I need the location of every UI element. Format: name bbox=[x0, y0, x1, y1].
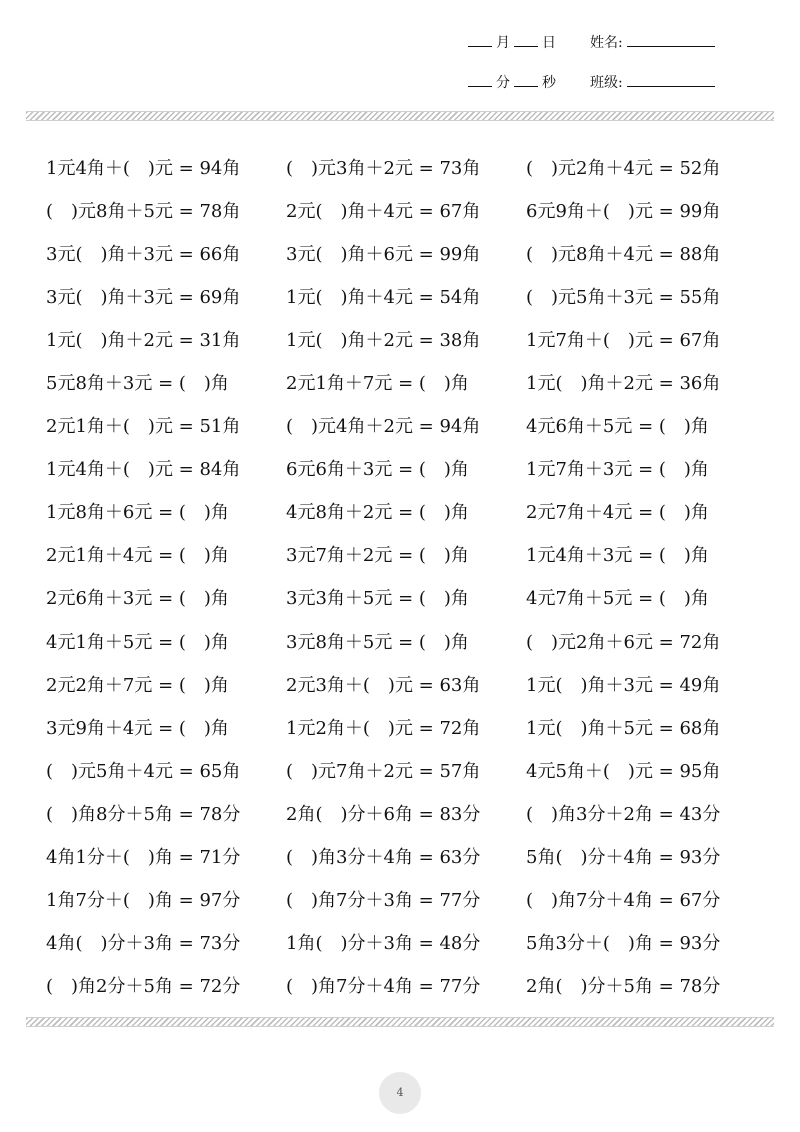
class-label: 班级: bbox=[590, 75, 623, 91]
problem-item: 4元7角＋5元 = ( )角 bbox=[526, 588, 709, 610]
problem-item: 1元( )角＋5元 = 68角 bbox=[526, 717, 721, 739]
problem-item: 2元( )角＋4元 = 67角 bbox=[286, 201, 481, 223]
problem-item: 3元8角＋5元 = ( )角 bbox=[286, 631, 469, 653]
problem-item: ( )角7分＋3角 = 77分 bbox=[286, 889, 481, 911]
problem-item: 6元9角＋( )元 = 99角 bbox=[526, 201, 721, 223]
problem-item: 5角( )分＋4角 = 93分 bbox=[526, 846, 721, 868]
problem-item: 4角( )分＋3角 = 73分 bbox=[46, 932, 241, 954]
problem-item: 1元2角＋( )元 = 72角 bbox=[286, 717, 481, 739]
problem-item: 1元( )角＋3元 = 49角 bbox=[526, 674, 721, 696]
problem-item: 6元6角＋3元 = ( )角 bbox=[286, 459, 469, 481]
problem-item: ( )元5角＋4元 = 65角 bbox=[46, 760, 241, 782]
problem-item: 4角1分＋( )角 = 71分 bbox=[46, 846, 241, 868]
problem-item: 3元( )角＋3元 = 69角 bbox=[46, 287, 241, 309]
problem-item: 3元( )角＋6元 = 99角 bbox=[286, 244, 481, 266]
problem-item: ( )元2角＋6元 = 72角 bbox=[526, 631, 721, 653]
problem-item: 2元2角＋7元 = ( )角 bbox=[46, 674, 229, 696]
problem-item: ( )角7分＋4角 = 77分 bbox=[286, 975, 481, 997]
problem-item: 2角( )分＋5角 = 78分 bbox=[526, 975, 721, 997]
name-blank[interactable] bbox=[627, 32, 715, 47]
problem-item: 2元1角＋7元 = ( )角 bbox=[286, 373, 469, 395]
day-blank[interactable] bbox=[514, 32, 538, 47]
second-blank[interactable] bbox=[514, 72, 538, 87]
minute-blank[interactable] bbox=[468, 72, 492, 87]
problem-item: ( )元4角＋2元 = 94角 bbox=[286, 416, 481, 438]
problem-item: ( )元2角＋4元 = 52角 bbox=[526, 158, 721, 179]
month-label: 月 bbox=[496, 35, 510, 51]
problem-item: ( )元8角＋4元 = 88角 bbox=[526, 244, 721, 266]
top-divider bbox=[26, 111, 774, 121]
problem-item: 4元5角＋( )元 = 95角 bbox=[526, 760, 721, 782]
problem-item: ( )角3分＋2角 = 43分 bbox=[526, 803, 721, 825]
problem-item: 1元4角＋3元 = ( )角 bbox=[526, 545, 709, 567]
problem-item: ( )角8分＋5角 = 78分 bbox=[46, 803, 241, 825]
minute-label: 分 bbox=[496, 75, 510, 91]
problem-item: 3元7角＋2元 = ( )角 bbox=[286, 545, 469, 567]
problem-item: 1元7角＋( )元 = 67角 bbox=[526, 330, 721, 352]
problem-item: 1元8角＋6元 = ( )角 bbox=[46, 502, 229, 524]
problem-item: 3元9角＋4元 = ( )角 bbox=[46, 717, 229, 739]
day-label: 日 bbox=[542, 35, 556, 51]
problem-item: ( )元5角＋3元 = 55角 bbox=[526, 287, 721, 309]
problem-item: 5角3分＋( )角 = 93分 bbox=[526, 932, 721, 954]
problem-grid bbox=[46, 147, 766, 1008]
problem-item: ( )角7分＋4角 = 67分 bbox=[526, 889, 721, 911]
problem-item: 3元( )角＋3元 = 66角 bbox=[46, 244, 241, 266]
page-number: 4 bbox=[379, 1072, 421, 1114]
problem-item: 4元1角＋5元 = ( )角 bbox=[46, 631, 229, 653]
problem-item: ( )元7角＋2元 = 57角 bbox=[286, 760, 481, 782]
problem-item: 1元7角＋3元 = ( )角 bbox=[526, 459, 709, 481]
problem-item: ( )角3分＋4角 = 63分 bbox=[286, 846, 481, 868]
problem-item: ( )角2分＋5角 = 72分 bbox=[46, 975, 241, 997]
class-blank[interactable] bbox=[627, 72, 715, 87]
problem-item: 5元8角＋3元 = ( )角 bbox=[46, 373, 229, 395]
problem-item: 1元4角＋( )元 = 84角 bbox=[46, 459, 241, 481]
problem-item: 2元1角＋( )元 = 51角 bbox=[46, 416, 241, 438]
problem-item: 2元3角＋( )元 = 63角 bbox=[286, 674, 481, 696]
problem-item: 1元( )角＋2元 = 38角 bbox=[286, 330, 481, 352]
bottom-divider bbox=[26, 1017, 774, 1027]
time-row bbox=[468, 72, 715, 93]
worksheet-header bbox=[0, 0, 800, 110]
problem-item: 1元( )角＋4元 = 54角 bbox=[286, 287, 481, 309]
problem-item: 4元6角＋5元 = ( )角 bbox=[526, 416, 709, 438]
problem-item: 1元4角＋( )元 = 94角 bbox=[46, 158, 241, 179]
problem-item: 1元( )角＋2元 = 36角 bbox=[526, 373, 721, 395]
problem-item: 4元8角＋2元 = ( )角 bbox=[286, 502, 469, 524]
second-label: 秒 bbox=[542, 75, 556, 91]
problem-item: 1角7分＋( )角 = 97分 bbox=[46, 889, 241, 911]
name-label: 姓名: bbox=[590, 35, 623, 51]
month-blank[interactable] bbox=[468, 32, 492, 47]
problem-item: ( )元8角＋5元 = 78角 bbox=[46, 201, 241, 223]
problem-item: 3元3角＋5元 = ( )角 bbox=[286, 588, 469, 610]
problem-item: 1角( )分＋3角 = 48分 bbox=[286, 932, 481, 954]
problem-item: 2元7角＋4元 = ( )角 bbox=[526, 502, 709, 524]
date-row bbox=[468, 32, 715, 53]
problem-item: ( )元3角＋2元 = 73角 bbox=[286, 158, 481, 179]
problem-item: 2角( )分＋6角 = 83分 bbox=[286, 803, 481, 825]
problem-item: 2元1角＋4元 = ( )角 bbox=[46, 545, 229, 567]
problem-item: 2元6角＋3元 = ( )角 bbox=[46, 588, 229, 610]
problem-item: 1元( )角＋2元 = 31角 bbox=[46, 330, 241, 352]
